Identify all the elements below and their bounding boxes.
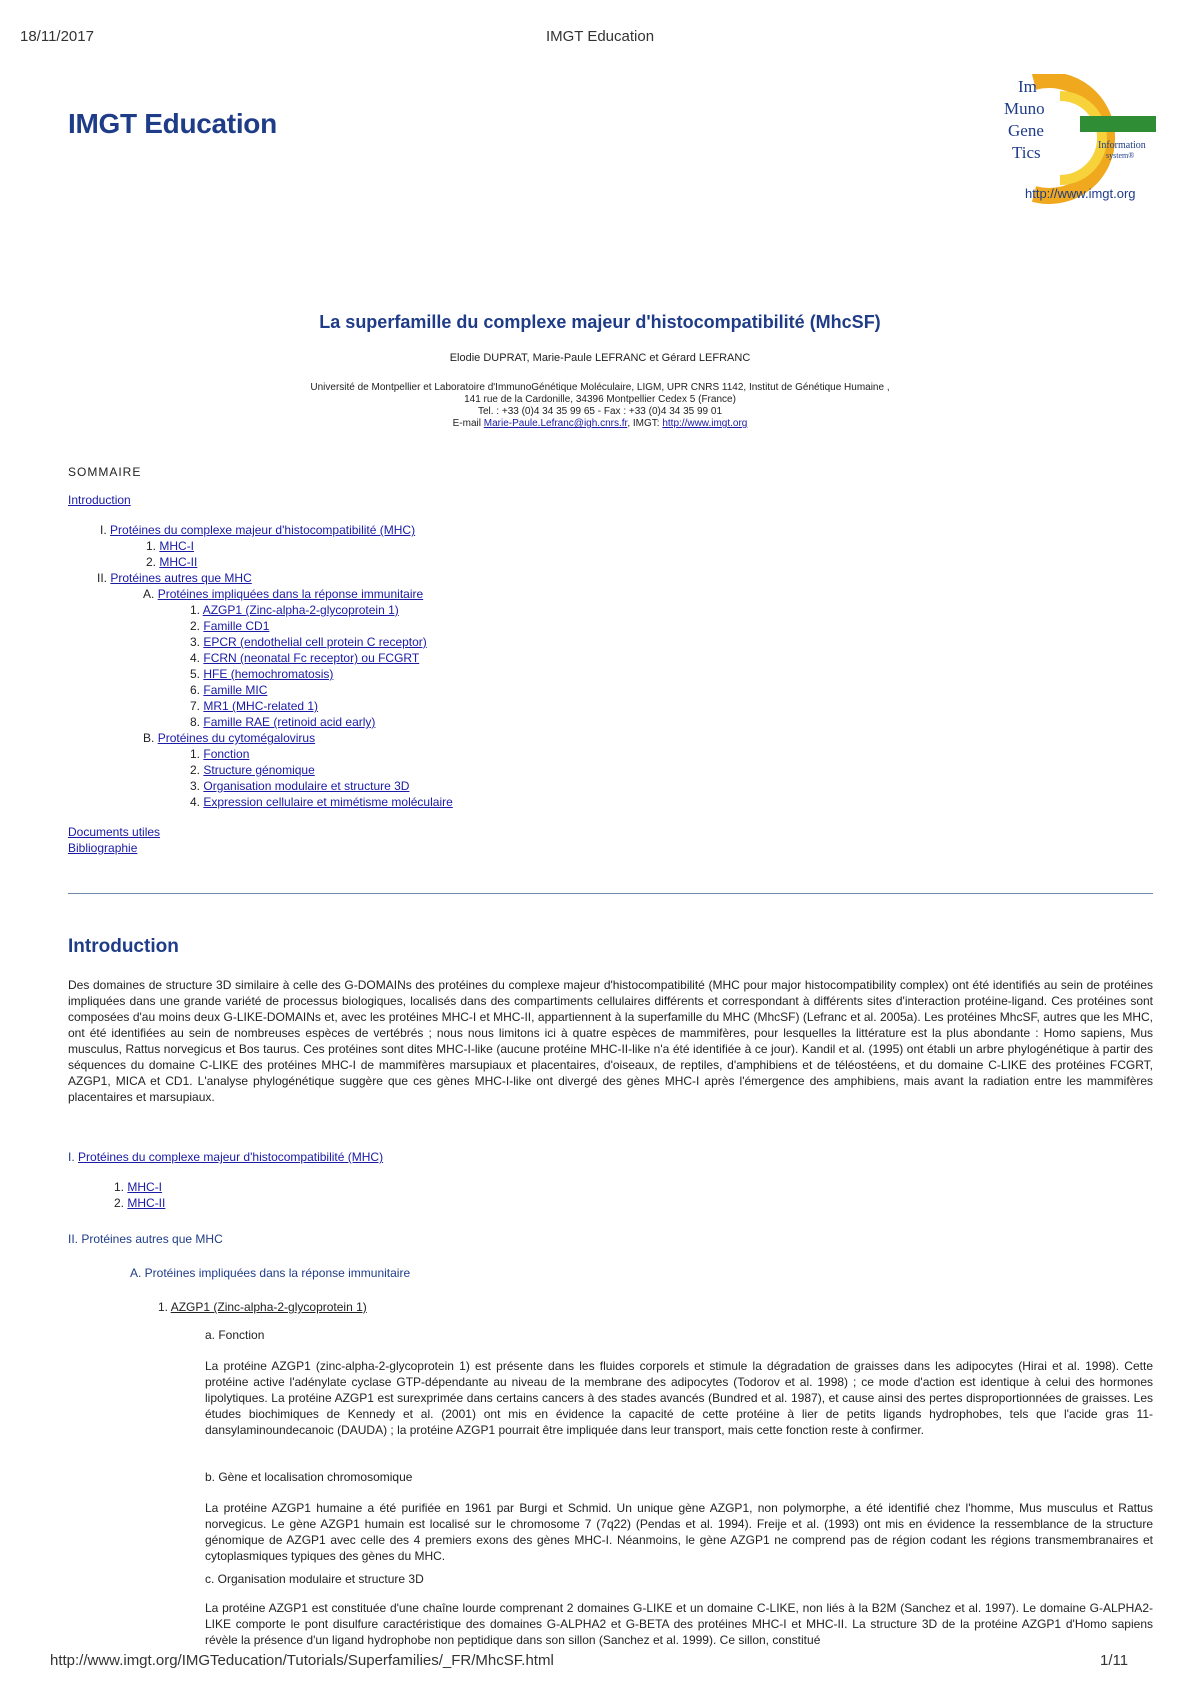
toc-expression-link[interactable]: Expression cellulaire et mimétisme moléculaire — [203, 795, 453, 809]
toc-mr1-link[interactable]: MR1 (MHC-related 1) — [203, 699, 319, 713]
section-i-link[interactable]: Protéines du complexe majeur d'histocompatibilité (MHC) — [78, 1150, 384, 1164]
toc-azgp1-link[interactable]: AZGP1 (Zinc-alpha-2-glycoprotein 1) — [202, 603, 399, 617]
toc-introduction-link[interactable]: Introduction — [68, 493, 131, 507]
toc-b-item-num: 4. — [190, 795, 201, 809]
toc-documents-link[interactable]: Documents utiles — [68, 825, 161, 839]
fonction-heading: a. Fonction — [205, 1328, 265, 1342]
section-i-num: I. — [68, 1150, 75, 1164]
azgp1-num: 1. — [158, 1300, 169, 1314]
svg-text:Information: Information — [1098, 140, 1146, 151]
email-link[interactable]: Marie-Paule.Lefranc@igh.cnrs.fr — [483, 418, 628, 429]
contact-line — [0, 418, 1200, 430]
svg-text:Gene: Gene — [1008, 121, 1044, 140]
toc-i-1-num: 1. — [146, 539, 157, 553]
gene-paragraph: La protéine AZGP1 humaine a été purifiée en 1961 par Burgi et Schmid. Un unique gène AZGP1, non polymorphe, a été identifié chez l'homme, Mus musculus et Rattus norvegicus. Le gène AZGP1 humain est localisé sur le chromosome 7 (7q22) (Pendas et al. 1994). Freije et al. (1993) ont mis en évidence la ressemblance de la structure génomique de AZGP1 avec celle des 4 premiers exons des gènes MHC-I. Néanmoins, le gène AZGP1 ne comprend pas de région codant les régions transmembranaires et cytoplasmiques typiques des gènes du MHC. — [205, 1501, 1153, 1563]
imgt-url-link[interactable]: http://www.imgt.org — [662, 418, 748, 429]
toc-a-item-num: 6. — [190, 683, 201, 697]
toc-a-num: A. — [143, 587, 155, 601]
toc-epcr-link[interactable]: EPCR (endothelial cell protein C receptor) — [203, 635, 427, 649]
section-i-item1-num: 1. — [114, 1180, 125, 1194]
toc-heading: SOMMAIRE — [68, 465, 142, 479]
imgt-logo[interactable] — [990, 74, 1160, 204]
toc-cd1-link[interactable]: Famille CD1 — [203, 619, 270, 633]
toc-b-item-num: 2. — [190, 763, 201, 777]
section-ii-heading: II. Protéines autres que MHC — [68, 1232, 223, 1246]
print-date: 18/11/2017 — [20, 28, 94, 45]
toc-fcrn-link[interactable]: FCRN (neonatal Fc receptor) ou FCGRT — [203, 651, 420, 665]
intro-heading: Introduction — [68, 936, 179, 957]
imgt-label: , IMGT: — [627, 418, 660, 429]
gene-heading: b. Gène et localisation chromosomique — [205, 1470, 413, 1484]
svg-text:system®: system® — [1106, 151, 1135, 160]
toc-a-item-num: 5. — [190, 667, 201, 681]
svg-text:Im: Im — [1018, 77, 1037, 96]
toc-rae-link[interactable]: Famille RAE (retinoid acid early) — [203, 715, 376, 729]
toc-organisation-link[interactable]: Organisation modulaire et structure 3D — [203, 779, 410, 793]
toc-bibliographie-link[interactable]: Bibliographie — [68, 841, 138, 855]
article-authors: Elodie DUPRAT, Marie-Paule LEFRANC et Gérard LEFRANC — [449, 352, 751, 364]
article-title: La superfamille du complexe majeur d'histocompatibilité (MhcSF) — [319, 312, 881, 332]
toc-mic-link[interactable]: Famille MIC — [203, 683, 268, 697]
affiliation-line-3: Tel. : +33 (0)4 34 35 99 65 - Fax : +33 (0)4 34 35 99 01 — [477, 406, 723, 417]
toc-a-item-num: 4. — [190, 651, 201, 665]
section-mhc-ii-link[interactable]: MHC-II — [127, 1196, 166, 1210]
svg-text:Tics: Tics — [1012, 143, 1041, 162]
toc-a-item-num: 2. — [190, 619, 201, 633]
toc-b-num: B. — [143, 731, 155, 745]
toc-a-item-num: 8. — [190, 715, 201, 729]
toc-i-num: I. — [100, 523, 107, 537]
toc-i-link[interactable]: Protéines du complexe majeur d'histocompatibilité (MHC) — [110, 523, 416, 537]
logo-url-link[interactable]: http://www.imgt.org — [1025, 186, 1136, 201]
toc-a-item-num: 3. — [190, 635, 201, 649]
toc-mhc-ii-link[interactable]: MHC-II — [159, 555, 198, 569]
toc-a-link[interactable]: Protéines impliquées dans la réponse immunitaire — [157, 587, 424, 601]
fonction-paragraph: La protéine AZGP1 (zinc-alpha-2-glycoprotein 1) est présente dans les fluides corporels et stimule la dégradation de graisses dans les adipocytes (Hirai et al. 1998). Cette protéine active l'adénylate cyclase GTP-dépendante au niveau de la membrane des adipocytes (Todorov et al. 1998) ; ce mode d'action est identique à celui des hormones lipolytiques. La protéine AZGP1 est surexprimée dans certains cancers à des stades avancés (Bundred et al. 1987), et cause ainsi des pertes disproportionnées de graisses. Les études biochimiques de Kennedy et al. (2001) ont mis en évidence la capacité de cette protéine à lier de petits ligands hydrophobes, tels que l'acide gras 11-dansylaminoundecanoic (DAUDA) ; la protéine AZGP1 pourrait être impliquée dans leur transport, mais cette fonction reste à confirmer. — [205, 1359, 1153, 1437]
toc-ii-link[interactable]: Protéines autres que MHC — [110, 571, 252, 585]
toc-hfe-link[interactable]: HFE (hemochromatosis) — [203, 667, 334, 681]
toc-fonction-link[interactable]: Fonction — [203, 747, 250, 761]
organisation-heading: c. Organisation modulaire et structure 3D — [205, 1572, 424, 1586]
toc-structure-link[interactable]: Structure génomique — [203, 763, 315, 777]
section-i-item2-num: 2. — [114, 1196, 125, 1210]
email-label: E-mail — [452, 418, 481, 429]
print-page-number: 1/11 — [1100, 1652, 1129, 1669]
toc-ii-num: II. — [97, 571, 108, 585]
organisation-paragraph: La protéine AZGP1 est constituée d'une chaîne lourde comprenant 2 domaines G-LIKE et un domaine C-LIKE, non liés à la B2M (Sanchez et al. 1997). Le domaine G-ALPHA2-LIKE comporte le pont disulfure caractéristique des domaines G-ALPHA2 et G-BETA des protéines MHC-I et MHC-II. La structure 3D de la protéine AZGP1 d'Homo sapiens révèle la présence d'un ligand hydrophobe non peptidique dans son sillon (Sanchez et al. 1999). Ce sillon, constitué — [205, 1601, 1153, 1647]
toc-i-2-num: 2. — [146, 555, 157, 569]
site-title: IMGT Education — [68, 108, 277, 139]
print-url: http://www.imgt.org/IMGTeducation/Tutorials/Superfamilies/_FR/MhcSF.html — [50, 1652, 554, 1669]
print-title: IMGT Education — [545, 28, 655, 45]
affiliation-line-1: Université de Montpellier et Laboratoire d'ImmunoGénétique Moléculaire, LIGM, UPR CNRS 1142, Institut de Génétique Humaine , — [310, 382, 890, 393]
affiliation-line-2: 141 rue de la Cardonille, 34396 Montpellier Cedex 5 (France) — [464, 394, 736, 405]
toc-b-link[interactable]: Protéines du cytomégalovirus — [157, 731, 316, 745]
toc-a-item-num: 7. — [190, 699, 201, 713]
section-mhc-i-link[interactable]: MHC-I — [127, 1180, 163, 1194]
section-divider — [68, 893, 1153, 894]
affiliation — [0, 382, 1200, 430]
section-ii-a-heading: A. Protéines impliquées dans la réponse immunitaire — [130, 1266, 411, 1280]
svg-text:Muno: Muno — [1004, 99, 1045, 118]
intro-paragraph: Des domaines de structure 3D similaire à celle des G-DOMAINs des protéines du complexe majeur d'histocompatibilité (MHC pour major histocompatibility complex) ont été identifiés au sein de protéines impliquées dans une grande variété de processus biologiques, localisés dans des compartiments cellulaires différents et correspondant à différents sites d'interaction protéine-ligand. Ces protéines sont composées d'au moins deux G-LIKE-DOMAINs et, avec les protéines MHC-I et MHC-II, appartiennent à la superfamille du MHC (MhcSF) (Lefranc et al. 2005a). Les protéines MhcSF, autres que les MHC, ont été identifiées au sein de nombreuses espèces de vertébrés ; nous nous limitons ici à quatre espèces de mammifères, pour lesquelles la littérature est la plus abondante : Homo sapiens, Mus musculus, Rattus norvegicus et Bos taurus. Ces protéines sont dites MHC-I-like (aucune protéine MHC-II-like n'a été identifiée à ce jour). Kandil et al. (1995) ont établi un arbre phylogénétique à partir des séquences du domaine C-LIKE des protéines MHC-I de mammifères marsupiaux et placentaires, d'oiseaux, de reptiles, d'amphibiens et de téléostéens, et du domaine C-LIKE des protéines FCGRT, AZGP1, MICA et CD1. L'analyse phylogénétique suggère que ces gènes MHC-I-like ont divergé des gènes MHC-I après l'émergence des amphibiens, mais avant la radiation entre les mammifères placentaires et marsupiaux. — [68, 978, 1153, 1104]
toc-b-item-num: 1. — [190, 747, 201, 761]
azgp1-link[interactable]: AZGP1 (Zinc-alpha-2-glycoprotein 1) — [170, 1300, 367, 1314]
toc-b-item-num: 3. — [190, 779, 201, 793]
toc-mhc-i-link[interactable]: MHC-I — [159, 539, 195, 553]
toc-a-item-num: 1. — [190, 603, 201, 617]
